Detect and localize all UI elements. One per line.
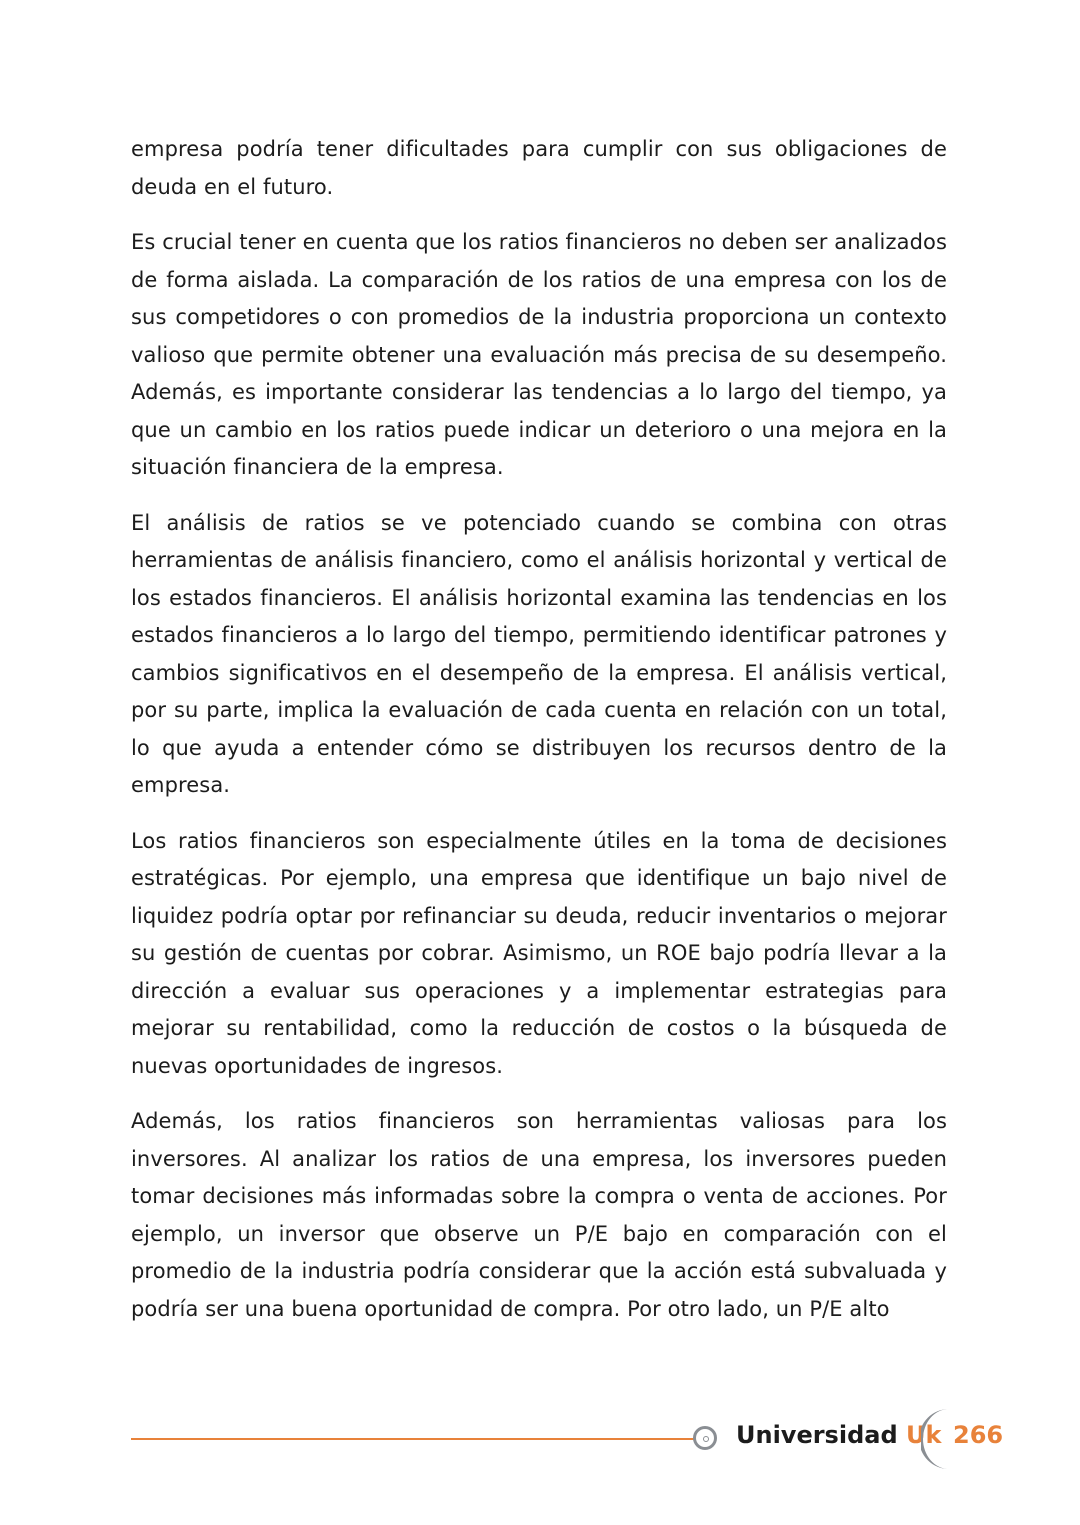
paragraph-continuation: empresa podría tener dificultades para cumplir con sus obligaciones de deuda en el futuro.: [131, 137, 947, 199]
paragraph-strategic-decisions: Los ratios financieros son especialmente útiles en la toma de decisiones estratégicas. Por ejemplo, una empresa que identifique un bajo nivel de liquidez podría optar por refinanciar su deuda, reducir inventarios o mejorar su gestión de cuentas por cobrar. Asimismo, un ROE bajo podría llevar a la dirección a evaluar sus operaciones y a implementar estrategias para mejorar su rentabilidad, como la reducción de costos o la búsqueda de nuevas oportunidades de ingresos.: [131, 828, 947, 1078]
paragraph-ratios-context: Es crucial tener en cuenta que los ratios financieros no deben ser analizados de forma aislada. La comparación de los ratios de una empresa con los de sus competidores o con promedios de la industria proporciona un contexto valioso que permite obtener una evaluación más precisa de su desempeño. Además, es importante considerar las tendencias a lo largo del tiempo, ya que un cambio en los ratios puede indicar un deterioro o una mejora en la situación financiera de la empresa.: [131, 230, 947, 479]
brand-wordmark: [736, 1421, 941, 1449]
logo-center-dot: [703, 1436, 709, 1442]
paragraph-investors: Además, los ratios financieros son herramientas valiosas para los inversores. Al analizar los ratios de una empresa, los inversores pueden tomar decisiones más informadas sobre la compra o venta de acciones. Por ejemplo, un inversor que observe un P/E bajo en comparación con el promedio de la industria podría considerar que la acción está subvaluada y podría ser una buena oportunidad de compra. Por otro lado, un P/E alto: [131, 1109, 947, 1321]
brand-suffix: Uk: [905, 1421, 942, 1449]
page-body: [131, 131, 947, 1346]
brand-name: Universidad: [736, 1421, 898, 1449]
circle-logo-icon: [693, 1426, 717, 1450]
footer-divider: [131, 1438, 695, 1440]
page-footer: [131, 1405, 1004, 1475]
paragraph-ratios-analysis: El análisis de ratios se ve potenciado cuando se combina con otras herramientas de análisis financiero, como el análisis horizontal y vertical de los estados financieros. El análisis horizontal examina las tendencias en los estados financieros a lo largo del tiempo, permitiendo identificar patrones y cambios significativos en el desempeño de la empresa. El análisis vertical, por su parte, implica la evaluación de cada cuenta en relación con un total, lo que ayuda a entender cómo se distribuyen los recursos dentro de la empresa.: [131, 510, 947, 797]
page-number: 266: [953, 1421, 1004, 1449]
